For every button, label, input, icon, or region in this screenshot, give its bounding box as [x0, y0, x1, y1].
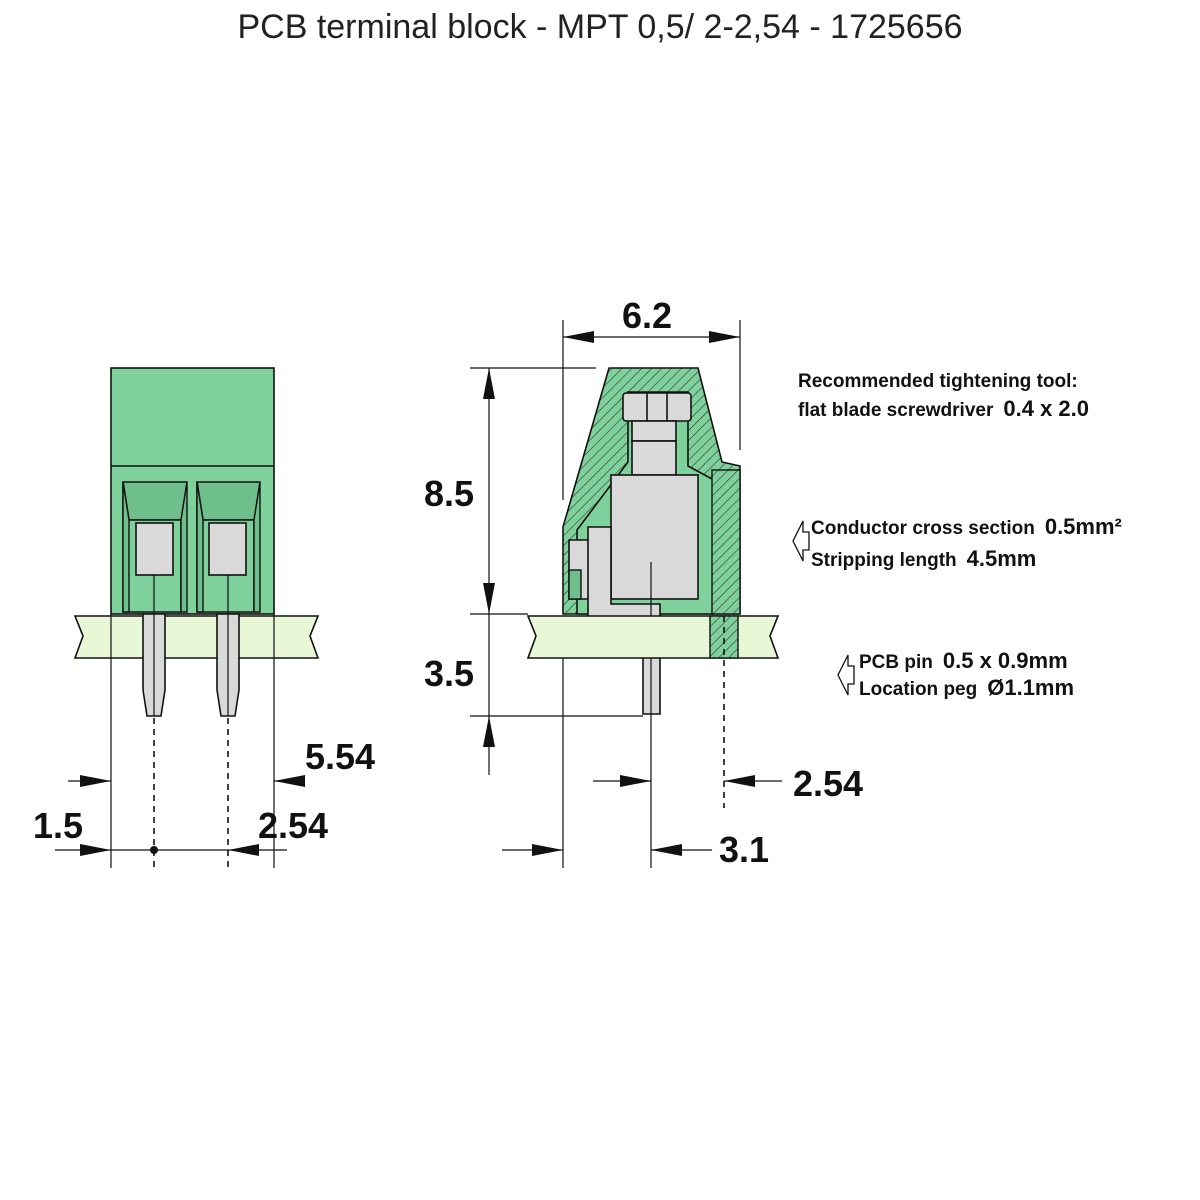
note-tool-value: 0.4 x 2.0	[1003, 396, 1090, 421]
note-stripping-label: Stripping length	[811, 550, 957, 571]
side-pcb	[528, 616, 778, 658]
dim-pin-length: 3.5	[424, 653, 475, 694]
note-stripping	[811, 546, 1036, 571]
note-pin-value: 0.5 x 0.9mm	[942, 648, 1068, 673]
note-tool-line1: Recommended tightening tool:	[798, 371, 1078, 392]
side-view	[470, 320, 782, 868]
note-conductor	[811, 514, 1122, 539]
note-peg-value: Ø1.1mm	[987, 675, 1075, 700]
note-stripping-value: 4.5mm	[966, 546, 1037, 571]
conductor-arrow-icon	[793, 521, 809, 561]
dim-front-edge: 1.5	[33, 805, 84, 846]
screw-head	[623, 393, 691, 421]
note-conductor-label: Conductor cross section	[811, 518, 1035, 539]
pin-arrow-icon	[838, 655, 854, 695]
note-pin	[859, 648, 1068, 673]
dim-front-width: 5.54	[305, 736, 376, 777]
note-peg	[859, 675, 1074, 700]
front-clamp-left	[123, 482, 187, 612]
clamp-body	[611, 475, 698, 599]
page-title: PCB terminal block - MPT 0,5/ 2-2,54 - 1725656	[237, 8, 963, 46]
note-tool-line2	[798, 396, 1089, 421]
note-peg-label: Location peg	[859, 679, 978, 700]
front-view	[55, 368, 318, 868]
dim-front-pitch: 2.54	[258, 805, 329, 846]
dim-side-height: 8.5	[424, 473, 475, 514]
dim-peg-offset: 2.54	[793, 763, 864, 804]
note-conductor-value: 0.5mm²	[1044, 514, 1122, 539]
note-tool-label: flat blade screwdriver	[798, 400, 994, 421]
dim-pin-offset: 3.1	[719, 829, 770, 870]
note-pin-label: PCB pin	[859, 652, 933, 673]
dim-side-width: 6.2	[622, 295, 673, 336]
